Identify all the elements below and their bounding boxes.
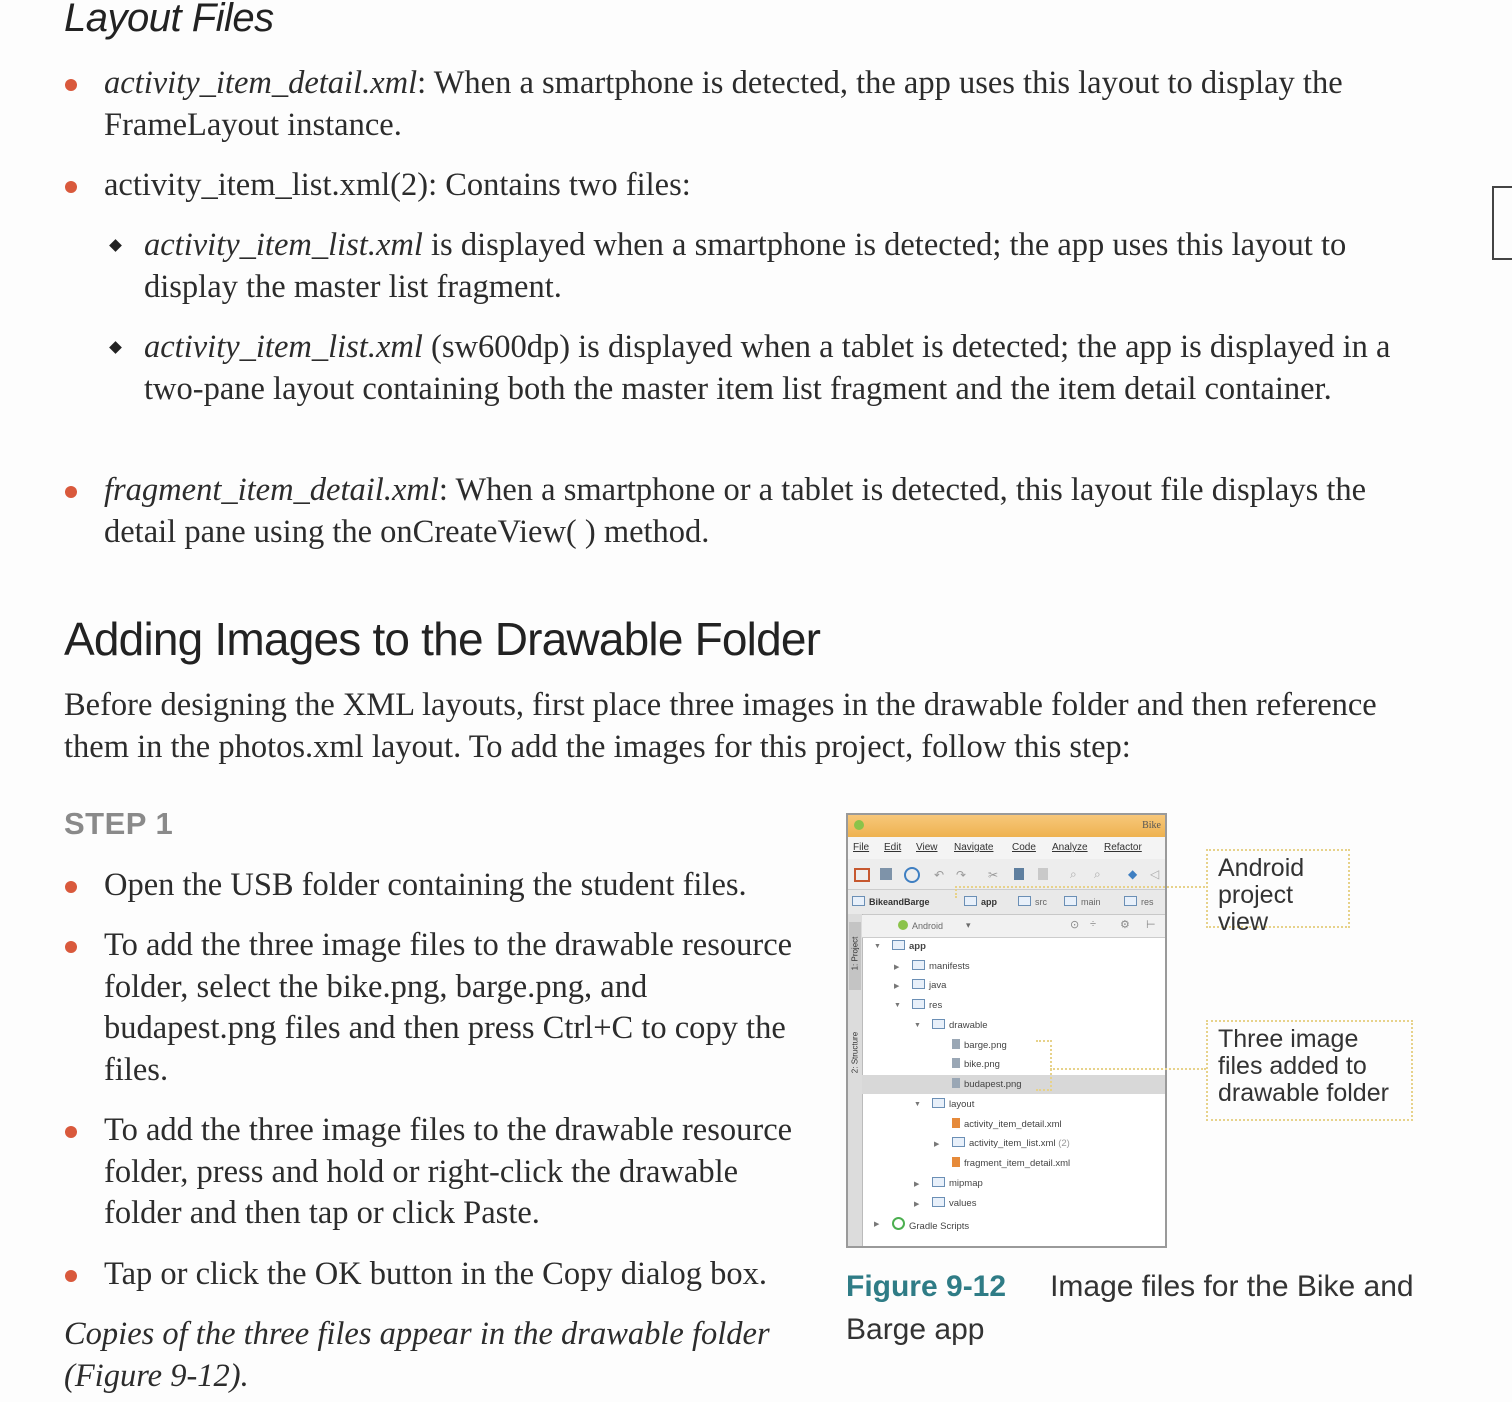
folder-icon: [952, 1137, 965, 1147]
sub-bullet-marker: [109, 341, 122, 354]
callout-three-image-files: Three image files added to drawable folder: [1206, 1020, 1413, 1121]
figure-caption: [846, 1265, 1446, 1351]
collapse-arrow-icon[interactable]: ▶: [914, 1201, 920, 1208]
tree-item-activity-item-list[interactable]: activity_item_list.xml (2): [952, 1137, 1070, 1149]
view-selector[interactable]: Android: [912, 921, 944, 931]
folder-icon: [932, 1177, 945, 1187]
item-text: : When a smartphone or a tablet is detected, this layout file displays the detail pane using the onCreateView( ) method.: [104, 472, 1367, 550]
structure-tab[interactable]: [849, 1014, 861, 1094]
folder-icon: [912, 999, 925, 1009]
tree-item-fragment-item-detail[interactable]: fragment_item_detail.xml: [952, 1157, 1070, 1169]
page-edge-box: [1492, 186, 1512, 260]
step-result: Copies of the three files appear in the drawable folder (Figure 9-12).: [64, 1316, 770, 1394]
android-studio-screenshot: [846, 813, 1167, 1248]
project-tab-label: 1: Project: [850, 936, 860, 971]
find-icon[interactable]: ⌕: [1070, 867, 1077, 881]
figure-caption-text: Image files for the Bike and Barge app: [846, 1270, 1414, 1346]
image-files-bracket: [1036, 1040, 1052, 1091]
file-name: activity_item_detail.xml: [104, 65, 418, 101]
tool-window-strip: [848, 914, 863, 1246]
replace-icon[interactable]: ⌕: [1094, 867, 1101, 881]
paste-icon[interactable]: [1038, 868, 1048, 880]
collapse-arrow-icon[interactable]: ▶: [894, 964, 900, 971]
tree-item-gradle-scripts[interactable]: Gradle Scripts: [892, 1217, 969, 1232]
folder-icon: [932, 1098, 945, 1108]
xml-file-icon: [952, 1118, 960, 1128]
collapse-arrow-icon[interactable]: ▶: [874, 1221, 880, 1228]
expand-arrow-icon[interactable]: ▼: [874, 943, 881, 950]
folder-icon: [964, 896, 977, 906]
android-studio-icon: [854, 820, 864, 830]
bullet-marker: [65, 181, 77, 193]
file-name: activity_item_list.xml: [144, 227, 423, 263]
image-file-icon: [952, 1039, 960, 1049]
tree-item-mipmap[interactable]: mipmap: [932, 1177, 983, 1189]
section-heading-drawable: Adding Images to the Drawable Folder: [64, 613, 821, 665]
list-item: [104, 165, 1424, 207]
bullet-marker: [65, 941, 77, 953]
menu-bar: [848, 837, 1165, 859]
file-name: activity_item_list.xml: [144, 329, 423, 365]
open-icon[interactable]: [854, 868, 870, 882]
save-icon[interactable]: [880, 868, 892, 880]
tree-item-layout[interactable]: layout: [932, 1098, 974, 1110]
back-icon[interactable]: ◆: [1128, 867, 1138, 881]
collapse-arrow-icon[interactable]: ▶: [914, 1181, 920, 1188]
folder-icon: [892, 940, 905, 950]
folder-icon: [1018, 896, 1031, 906]
cut-icon[interactable]: ✂: [988, 868, 999, 882]
tree-item-drawable[interactable]: drawable: [932, 1019, 988, 1031]
tree-item-values[interactable]: values: [932, 1197, 976, 1209]
callout-leader-line: [1050, 1068, 1206, 1070]
android-icon: [898, 920, 908, 930]
window-title-bar: [848, 815, 1165, 837]
callout-android-project-view: Android project view: [1206, 849, 1350, 928]
item-text: is displayed when a smartphone is detected; the app uses this layout to display the master list fragment.: [144, 227, 1347, 305]
tree-item-budapest-png[interactable]: budapest.png: [952, 1078, 1022, 1090]
breadcrumb-main[interactable]: main: [1064, 896, 1101, 907]
menu-file[interactable]: File: [853, 842, 870, 853]
hide-icon[interactable]: ⊢: [1146, 919, 1156, 931]
breadcrumb: [848, 890, 1165, 915]
project-tab[interactable]: [849, 922, 861, 990]
folder-icon: [852, 896, 865, 906]
breadcrumb-src[interactable]: src: [1018, 896, 1047, 907]
xml-file-icon: [952, 1157, 960, 1167]
copy-icon[interactable]: [1014, 868, 1024, 880]
step-item: Tap or click the OK button in the Copy dialog box.: [104, 1256, 767, 1292]
folder-icon: [1124, 896, 1137, 906]
sub-list-item: [144, 225, 1429, 308]
tree-item-bike-png[interactable]: bike.png: [952, 1058, 1000, 1070]
tree-item-activity-item-detail[interactable]: activity_item_detail.xml: [952, 1118, 1062, 1130]
tree-item-app[interactable]: app: [892, 940, 926, 952]
callout-leader-line: [955, 886, 957, 898]
collapse-arrow-icon[interactable]: ▶: [934, 1141, 940, 1148]
list-item: [104, 63, 1424, 146]
step-item: Open the USB folder containing the student files.: [104, 867, 747, 903]
breadcrumb-app[interactable]: app: [964, 896, 997, 907]
folder-icon: [912, 960, 925, 970]
window-title: Bike: [1142, 820, 1161, 831]
file-name: fragment_item_detail.xml: [104, 472, 439, 508]
bullet-marker: [65, 79, 77, 91]
sync-icon[interactable]: [904, 867, 920, 883]
gear-icon[interactable]: ⚙: [1120, 919, 1130, 931]
breadcrumb-res[interactable]: res: [1124, 896, 1154, 907]
expand-arrow-icon[interactable]: ▼: [914, 1101, 921, 1108]
figure-label: Figure 9-12: [846, 1270, 1007, 1303]
forward-icon[interactable]: ◁: [1150, 867, 1160, 881]
breadcrumb-project[interactable]: BikeandBarge: [852, 896, 930, 907]
bullet-marker: [65, 881, 77, 893]
item-text: (sw600dp) is displayed when a tablet is detected; the app is displayed in a two-pane layout containing both the master item list fragment and the item detail container.: [144, 329, 1391, 407]
view-selector-bar: [862, 915, 1165, 938]
folder-icon: [1064, 896, 1077, 906]
tree-item-manifests[interactable]: manifests: [912, 960, 970, 972]
collapse-icon[interactable]: ÷: [1090, 918, 1097, 930]
chevron-down-icon[interactable]: ▾: [966, 920, 971, 930]
folder-icon: [912, 979, 925, 989]
step-item: To add the three image files to the drawable resource folder, select the bike.png, barge.png, and budapest.png files and then press Ctrl+C to copy the files.: [104, 927, 793, 1088]
sync-scroll-icon[interactable]: ⊙: [1070, 919, 1080, 931]
structure-tab-label: 2: Structure: [850, 1031, 860, 1074]
menu-view[interactable]: View: [916, 842, 938, 853]
image-file-icon: [952, 1078, 960, 1088]
folder-icon: [932, 1197, 945, 1207]
section-heading-layout-files: Layout Files: [64, 0, 274, 40]
bullet-marker: [65, 1270, 77, 1282]
item-text: : Contains two files:: [428, 167, 691, 203]
undo-icon[interactable]: ↶: [934, 868, 945, 882]
menu-code[interactable]: Code: [1012, 842, 1036, 853]
tree-item-barge-png[interactable]: barge.png: [952, 1039, 1007, 1051]
sub-bullet-marker: [109, 239, 122, 252]
bullet-marker: [65, 486, 77, 498]
menu-analyze[interactable]: Analyze: [1052, 842, 1088, 853]
bullet-marker: [65, 1126, 77, 1138]
sub-list-item: [144, 327, 1429, 410]
list-item: [104, 470, 1424, 553]
menu-navigate[interactable]: Navigate: [954, 842, 994, 853]
callout-leader-line: [955, 886, 1205, 888]
expand-arrow-icon[interactable]: ▼: [914, 1022, 921, 1029]
intro-paragraph: Before designing the XML layouts, first place three images in the drawable folder and then reference them in the photos.xml layout. To add the images for this project, follow this step:: [64, 687, 1377, 765]
menu-refactor[interactable]: Refactor: [1104, 842, 1142, 853]
tree-item-java[interactable]: java: [912, 979, 946, 991]
item-text: : When a smartphone is detected, the app uses this layout to display the FrameLayout instance.: [104, 65, 1343, 143]
step-label: STEP 1: [64, 806, 174, 841]
collapse-arrow-icon[interactable]: ▶: [894, 983, 900, 990]
redo-icon[interactable]: ↷: [956, 868, 967, 882]
image-file-icon: [952, 1058, 960, 1068]
menu-edit[interactable]: Edit: [884, 842, 902, 853]
step-item: To add the three image files to the drawable resource folder, press and hold or right-click the drawable folder and then tap or click Paste.: [104, 1112, 793, 1231]
file-name: activity_item_list.xml(2): [104, 167, 429, 203]
tree-item-res[interactable]: res: [912, 999, 942, 1011]
folder-icon: [932, 1019, 945, 1029]
gradle-icon: [892, 1217, 905, 1230]
expand-arrow-icon[interactable]: ▼: [894, 1002, 901, 1009]
